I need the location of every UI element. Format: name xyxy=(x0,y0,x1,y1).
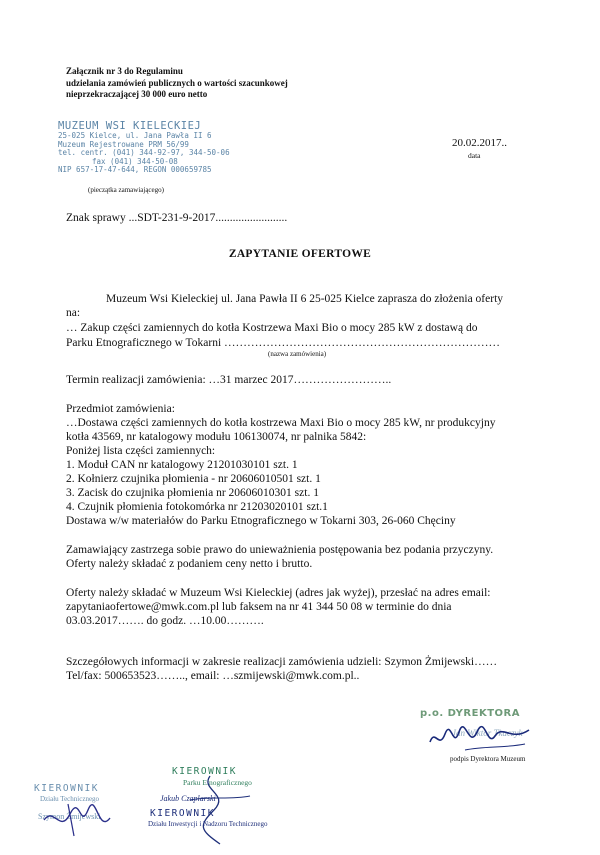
institution-stamp xyxy=(58,120,230,175)
kierownik-park-name: Jakub Czaplarski xyxy=(160,794,216,803)
stamp-line-3: tel. centr. (041) 344-92-97, 344-50-06 xyxy=(58,148,230,157)
director-stamp-name: Jan Wiktor Tkaczyk xyxy=(452,728,523,738)
stamp-line-1: 25-025 Kielce, ul. Jana Pawła II 6 xyxy=(58,131,212,140)
offers-line-3: 03.03.2017……. do godz. …10.00………. xyxy=(66,615,264,627)
stamp-line-5: NIP 657-17-47-644, REGON 000659785 xyxy=(58,165,212,174)
document-date: 20.02.2017.. xyxy=(452,137,507,149)
subject-line-1: …Dostawa części zamiennych do kotła kostrzewa Maxi Bio o mocy 285 kW, nr produkcyjny xyxy=(66,417,496,429)
subject-line-2: kotła 43569, nr katalogowy modułu 106130074, nr palnika 5842: xyxy=(66,431,367,443)
kierownik-left-signature xyxy=(40,800,120,840)
delivery-line: Dostawa w/w materiałów do Parku Etnograficznego w Tokarni 303, 26-060 Chęciny xyxy=(66,515,456,527)
reservation-line-2: Oferty należy składać z podaniem ceny netto i brutto. xyxy=(66,558,313,570)
kierownik-left-title: KIEROWNIK xyxy=(34,783,99,794)
intro-line-1: Muzeum Wsi Kieleckiej ul. Jana Pawła II 6 25-025 Kielce zaprasza do złożenia oferty xyxy=(106,293,504,305)
case-reference: Znak sprawy ...SDT-231-9-2017......................... xyxy=(66,212,288,224)
header-line-3: nieprzekraczającej 30 000 euro netto xyxy=(66,89,208,99)
stamp-name: MUZEUM WSI KIELECKIEJ xyxy=(58,120,202,132)
intro-line-2: na: xyxy=(66,307,81,319)
director-signature-caption: podpis Dyrektora Muzeum xyxy=(450,755,526,763)
stamp-caption: (pieczątka zamawiającego) xyxy=(88,186,164,194)
header-line-1: Załącznik nr 3 do Regulaminu xyxy=(66,66,183,76)
offers-line-1: Oferty należy składać w Muzeum Wsi Kieleckiej (adres jak wyżej), przesłać na adres email: xyxy=(66,587,491,599)
date-label: data xyxy=(468,151,481,160)
intro-line-3: … Zakup części zamiennych do kotła Kostrzewa Maxi Bio o mocy 285 kW z dostawą do xyxy=(66,322,478,334)
contact-line-1: Szczegółowych informacji w zakresie realizacji zamówienia udzieli: Szymon Żmijewski…… xyxy=(66,656,498,668)
stamp-line-4: fax (041) 344-50-08 xyxy=(92,156,178,166)
director-stamp: p.o. DYREKTORA xyxy=(420,708,520,719)
intro-line-4: Parku Etnograficznego w Tokarni ……………………………………………………………… xyxy=(66,337,501,349)
document-title: ZAPYTANIE OFERTOWE xyxy=(228,248,372,260)
order-name-caption: (nazwa zamówienia) xyxy=(268,350,327,358)
kierownik-investment-sub: Działu Inwestycji i Nadzoru Technicznego xyxy=(148,820,268,828)
contact-line-2: Tel/fax: 500653523…….., email: …szmijewski@mwk.com.pl.. xyxy=(66,670,360,682)
parts-list-item: 3. Zacisk do czujnika płomienia nr 20606010301 szt. 1 xyxy=(66,487,319,499)
director-signature xyxy=(425,720,535,760)
parts-list-heading: Poniżej lista części zamiennych: xyxy=(66,445,216,457)
stamp-line-2: Muzeum Rejestrowane PRM 56/99 xyxy=(58,139,189,149)
kierownik-park-title: KIEROWNIK xyxy=(172,766,237,777)
kierownik-park-sub: Parku Etnograficznego xyxy=(183,778,252,787)
header-line-2: udzielania zamówień publicznych o wartości szacunkowej xyxy=(66,77,288,88)
kierownik-investment-title: KIEROWNIK xyxy=(150,808,215,819)
kierownik-left-sub: Działu Technicznego xyxy=(40,795,100,803)
kierownik-right-signature xyxy=(170,770,260,850)
offers-line-2: zapytaniaofertowe@mwk.com.pl lub faksem na nr 41 344 50 08 w terminie do dnia xyxy=(66,601,452,613)
parts-list-item: 2. Kołnierz czujnika płomienia - nr 20606010501 szt. 1 xyxy=(66,473,321,485)
reservation-line-1: Zamawiający zastrzega sobie prawo do unieważnienia postępowania bez podania przyczyny. xyxy=(66,544,494,556)
parts-list-item: 4. Czujnik płomienia fotokomórka nr 21203020101 szt.1 xyxy=(66,501,328,513)
subject-heading: Przedmiot zamówienia: xyxy=(66,403,175,415)
deadline: Termin realizacji zamówienia: …31 marzec 2017…………………….. xyxy=(66,374,392,386)
regulation-header xyxy=(66,66,288,101)
parts-list-item: 1. Moduł CAN nr katalogowy 21201030101 szt. 1 xyxy=(66,459,298,471)
kierownik-left-name: Szymon Żmijewski xyxy=(38,812,101,821)
